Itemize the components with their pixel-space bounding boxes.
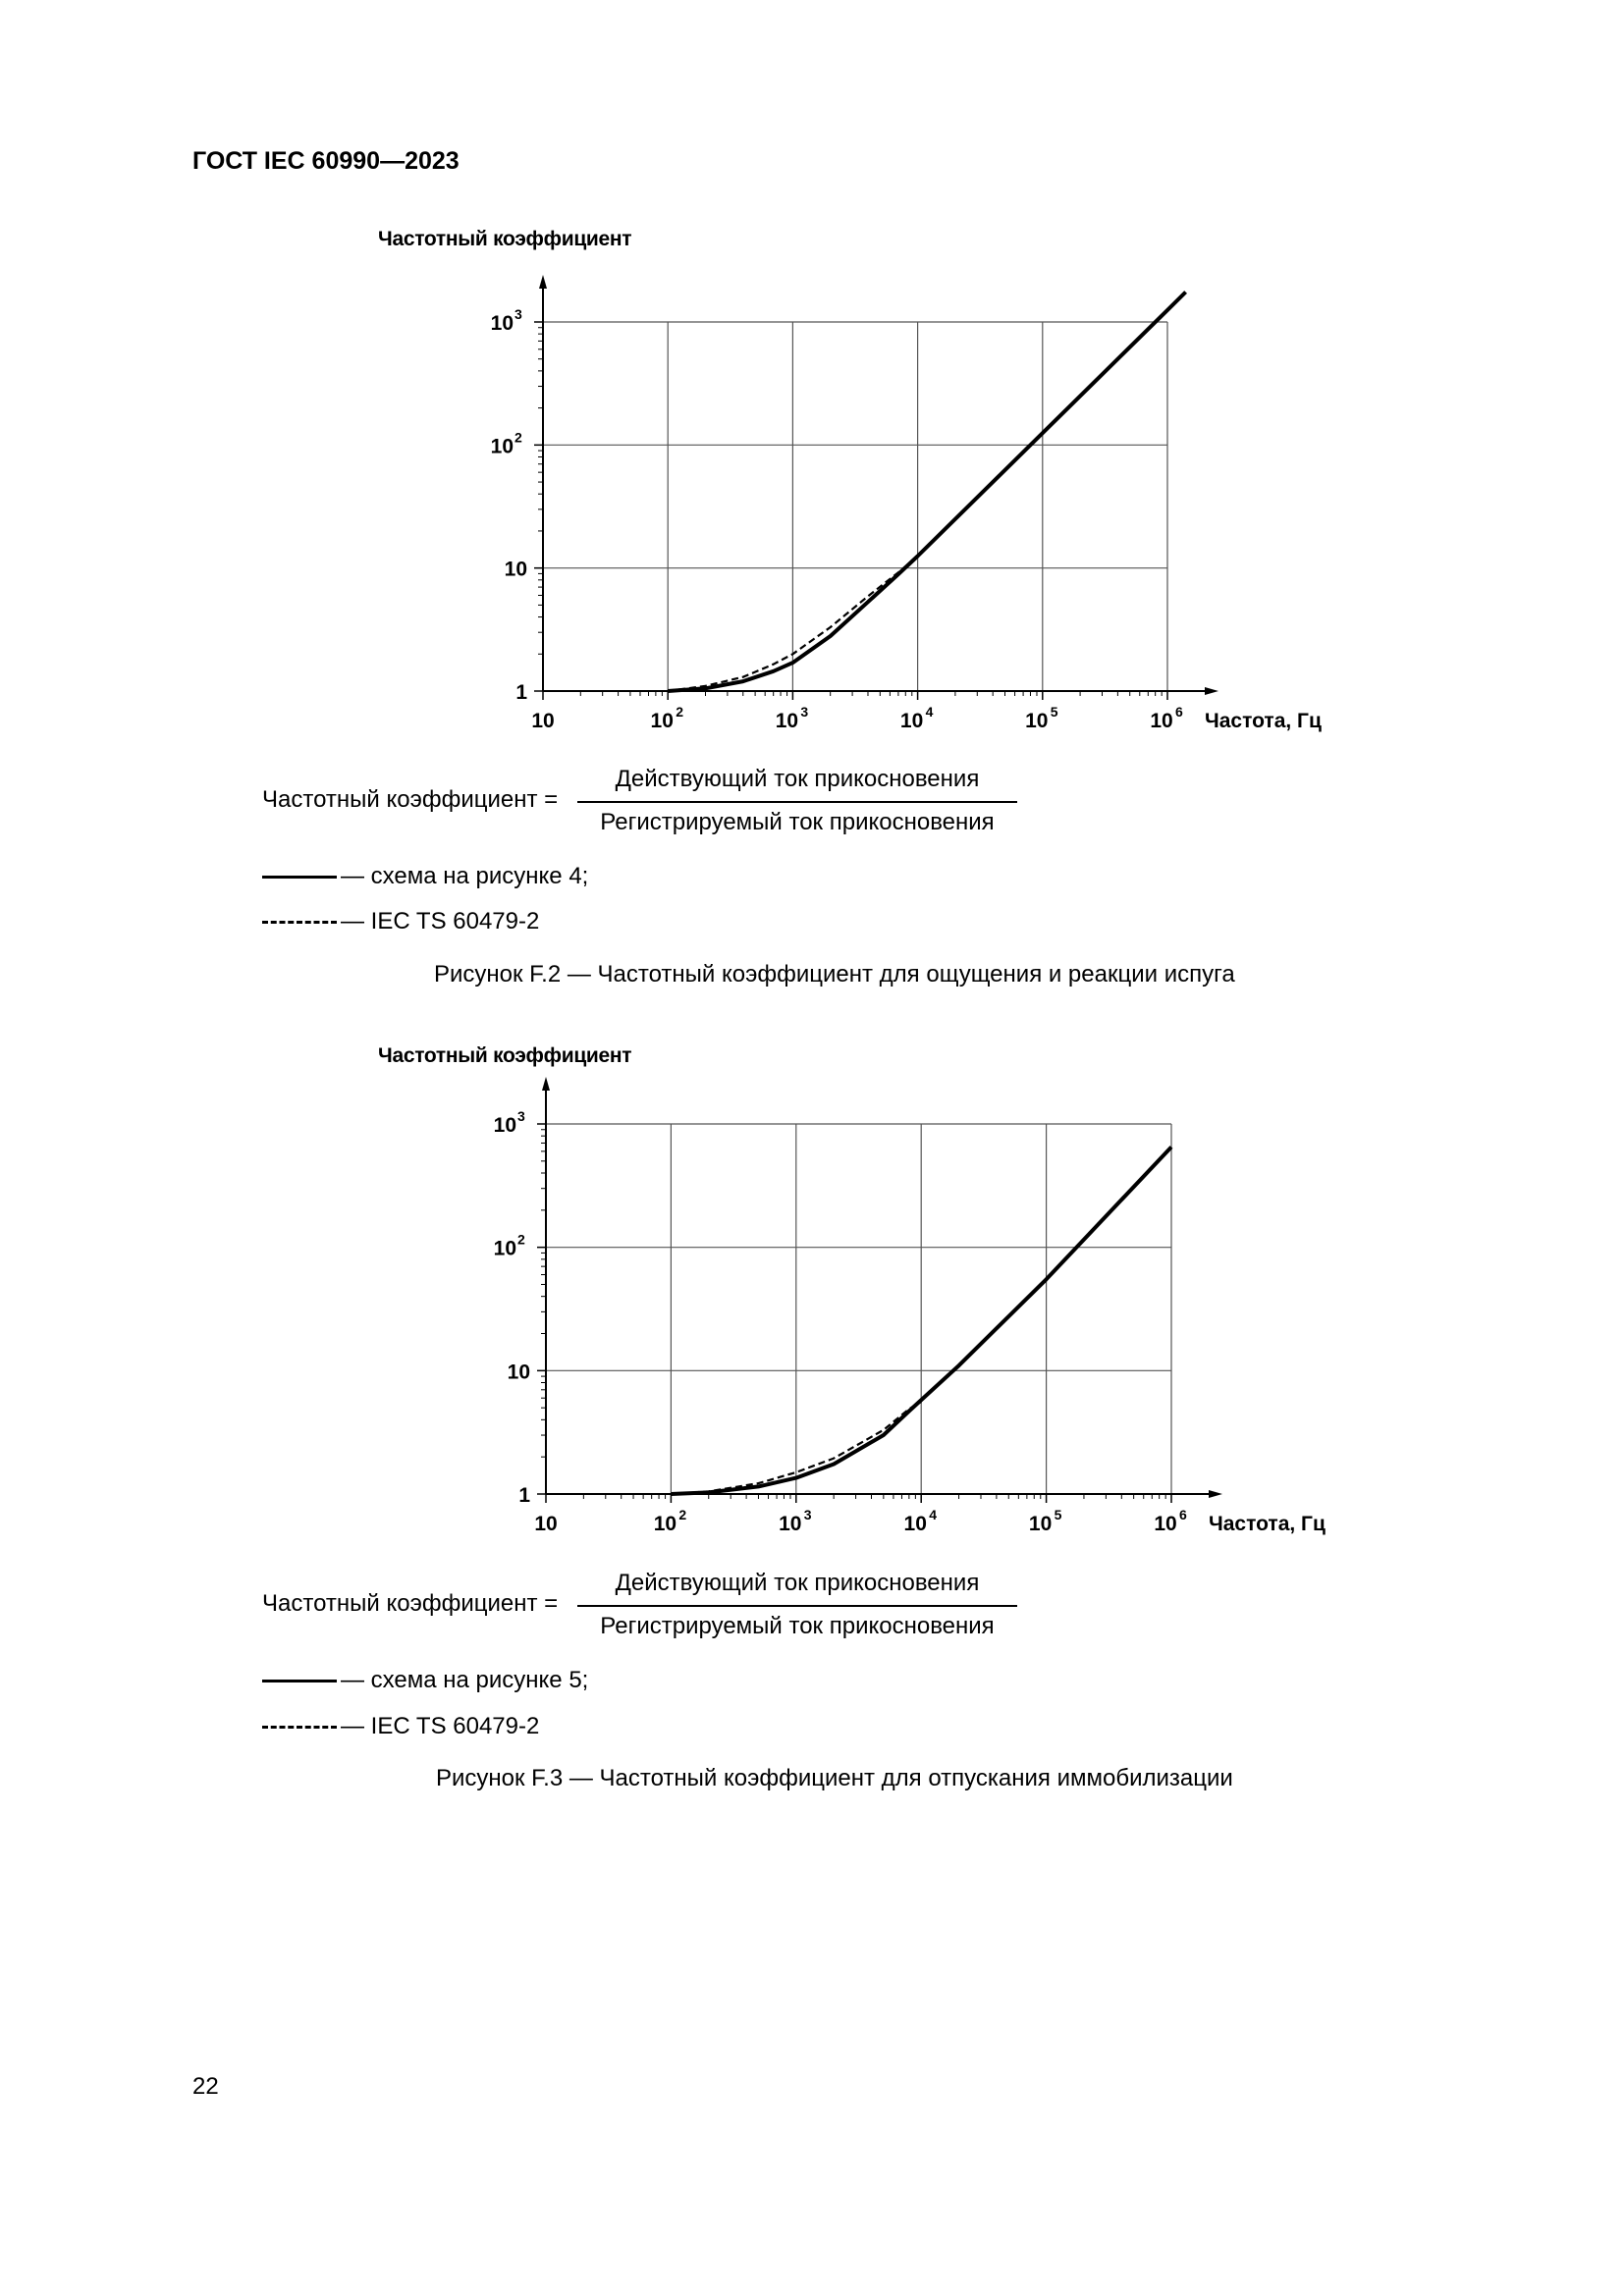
x-tick-label [531,710,554,732]
x-tick-label [651,704,684,732]
x-tick-label-base: 10 [903,1513,927,1535]
document-header: ГОСТ IEC 60990—2023 [192,147,460,175]
x-tick-label-base: 10 [779,1513,802,1535]
x-tick-label [1154,1507,1187,1535]
x-tick-label [654,1507,687,1535]
legend-dashed-label: — IEC TS 60479-2 [341,908,540,934]
x-tick-label-exponent: 5 [1054,1507,1062,1522]
formula-numerator: Действующий ток прикосновения [615,766,980,792]
y-tick-label-base: 10 [493,1237,516,1260]
y-tick-label-base: 10 [493,1114,516,1137]
x-tick-label-base: 10 [653,1513,677,1535]
x-tick-label [1025,704,1058,732]
series-line-circuit [668,293,1185,692]
page-number: 22 [192,2073,219,2100]
x-tick-label [1150,704,1183,732]
x-axis-title: Частота, Гц [1209,1513,1326,1535]
y-tick-label-base: 1 [515,681,527,704]
formula-fraction-bar [577,801,1017,803]
legend-dashed-line-sample [262,1726,337,1729]
legend-dashed-label: — IEC TS 60479-2 [341,1713,540,1739]
y-axis-arrowhead [539,275,547,289]
x-tick-label-exponent: 6 [1175,704,1183,720]
chart-y-axis-title: Частотный коэффициент [378,228,632,250]
x-tick-label-exponent: 5 [1050,704,1058,720]
y-tick-label [494,1232,525,1260]
x-tick-label-base: 10 [899,710,924,732]
x-tick-label [779,1507,812,1535]
x-axis-title: Частота, Гц [1205,710,1322,732]
formula-lhs: Частотный коэффициент = [262,1590,559,1617]
x-tick-label-exponent: 3 [803,1507,812,1522]
x-tick-label [904,1507,938,1535]
y-tick-label-base: 10 [504,558,527,581]
figure-caption: Рисунок F.3 — Частотный коэффициент для отпускания иммобилизации [436,1765,1233,1791]
x-tick-label-base: 10 [1150,710,1173,732]
chart-y-axis-title: Частотный коэффициент [378,1044,632,1067]
legend-solid-label: — схема на рисунке 4; [341,863,589,889]
x-tick-label-base: 10 [775,710,799,732]
legend-solid-label: — схема на рисунке 5; [341,1667,589,1693]
y-tick-label-base: 10 [490,435,514,458]
x-tick-label-base: 10 [531,710,555,732]
y-tick-label [491,429,522,457]
y-tick-label [508,1361,530,1383]
x-tick-label-exponent: 6 [1179,1507,1187,1522]
x-tick-label-base: 10 [1028,1513,1053,1535]
x-axis-arrowhead [1209,1490,1222,1498]
x-tick-label-base: 10 [1025,710,1049,732]
legend-solid-line-sample [262,1680,337,1682]
x-tick-label-exponent: 4 [929,1507,937,1522]
x-tick-label [776,704,809,732]
y-tick-label-base: 10 [507,1361,530,1384]
y-tick-label-exponent: 2 [514,429,522,446]
formula-numerator: Действующий ток прикосновения [615,1570,980,1596]
y-tick-label-exponent: 3 [514,306,522,322]
y-tick-label [515,681,527,704]
y-tick-label [494,1108,525,1137]
legend-solid-line-sample [262,876,337,879]
chart-frequency-factor-f3 [0,1070,1375,1561]
y-tick-label-exponent: 2 [517,1231,525,1248]
legend-dashed-line-sample [262,921,337,924]
x-axis-arrowhead [1205,687,1218,695]
y-axis-arrowhead [542,1077,550,1091]
x-tick-label-exponent: 2 [678,1507,687,1522]
formula-denominator: Регистрируемый ток прикосновения [600,1613,995,1639]
x-tick-label-exponent: 3 [800,704,809,720]
y-tick-label-exponent: 3 [517,1108,525,1124]
formula-lhs: Частотный коэффициент = [262,786,559,813]
x-tick-label-exponent: 4 [925,704,934,720]
x-tick-label-base: 10 [650,710,674,732]
x-tick-label [900,704,934,732]
y-tick-label-base: 10 [490,312,514,335]
formula-denominator: Регистрируемый ток прикосновения [600,809,995,835]
x-tick-label [534,1513,557,1535]
y-tick-label [491,306,522,335]
y-tick-label [505,559,527,581]
figure-caption: Рисунок F.2 — Частотный коэффициент для ощущения и реакции испуга [434,961,1235,988]
y-tick-label-base: 1 [518,1484,530,1507]
formula-fraction-bar [577,1605,1017,1607]
x-tick-label-base: 10 [534,1513,558,1535]
y-tick-label [518,1484,530,1507]
x-tick-label-exponent: 2 [676,704,683,720]
x-tick-label-base: 10 [1154,1513,1177,1535]
chart-frequency-factor-f2 [0,265,1375,756]
x-tick-label [1029,1507,1062,1535]
